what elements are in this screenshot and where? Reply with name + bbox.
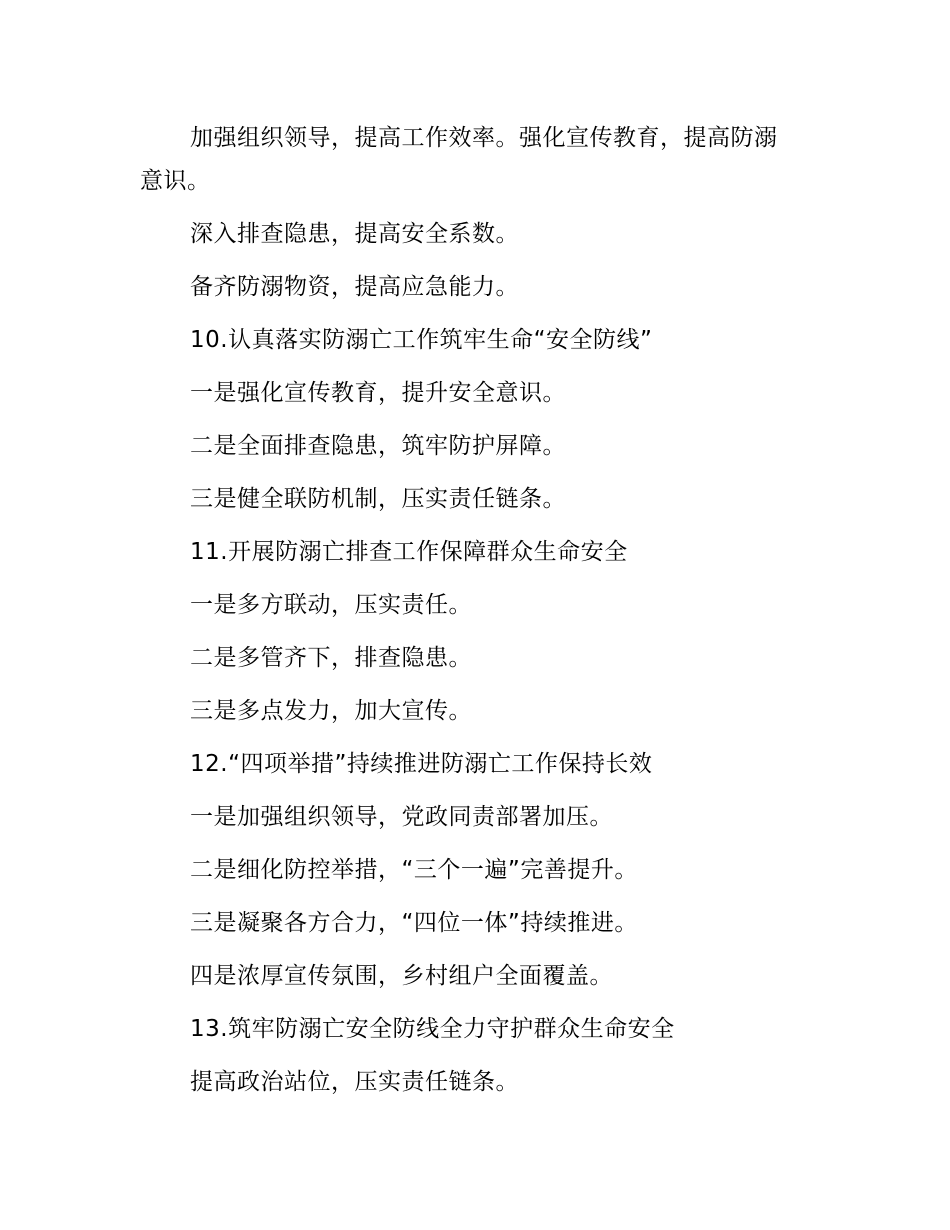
- paragraph-line: 意识。: [140, 168, 211, 194]
- paragraph-line: 四是浓厚宣传氛围，乡村组户全面覆盖。: [190, 963, 613, 989]
- paragraph-line: 备齐防溺物资，提高应急能力。: [190, 274, 519, 300]
- paragraph-line: 一是强化宣传教育，提升安全意识。: [190, 380, 566, 406]
- section-heading: 11.开展防溺亡排查工作保障群众生命安全: [190, 539, 628, 565]
- section-heading: 12.“四项举措”持续推进防溺亡工作保持长效: [190, 751, 653, 777]
- paragraph-line: 三是凝聚各方合力，“四位一体”持续推进。: [190, 910, 638, 936]
- paragraph-line: 深入排查隐患，提高安全系数。: [190, 221, 519, 247]
- paragraph-line: 三是多点发力，加大宣传。: [190, 698, 472, 724]
- paragraph-line: 一是加强组织领导，党政同责部署加压。: [190, 804, 613, 830]
- paragraph-line: 一是多方联动，压实责任。: [190, 592, 472, 618]
- paragraph-line: 加强组织领导，提高工作效率。强化宣传教育，提高防溺: [190, 125, 778, 151]
- paragraph-line: 二是全面排查隐患，筑牢防护屏障。: [190, 433, 566, 459]
- section-heading: 13.筑牢防溺亡安全防线全力守护群众生命安全: [190, 1016, 675, 1042]
- section-heading: 10.认真落实防溺亡工作筑牢生命“安全防线”: [190, 327, 653, 353]
- paragraph-line: 二是细化防控举措，“三个一遍”完善提升。: [190, 857, 638, 883]
- paragraph-line: 二是多管齐下，排查隐患。: [190, 645, 472, 671]
- paragraph-line: 提高政治站位，压实责任链条。: [190, 1069, 519, 1095]
- paragraph-line: 三是健全联防机制，压实责任链条。: [190, 486, 566, 512]
